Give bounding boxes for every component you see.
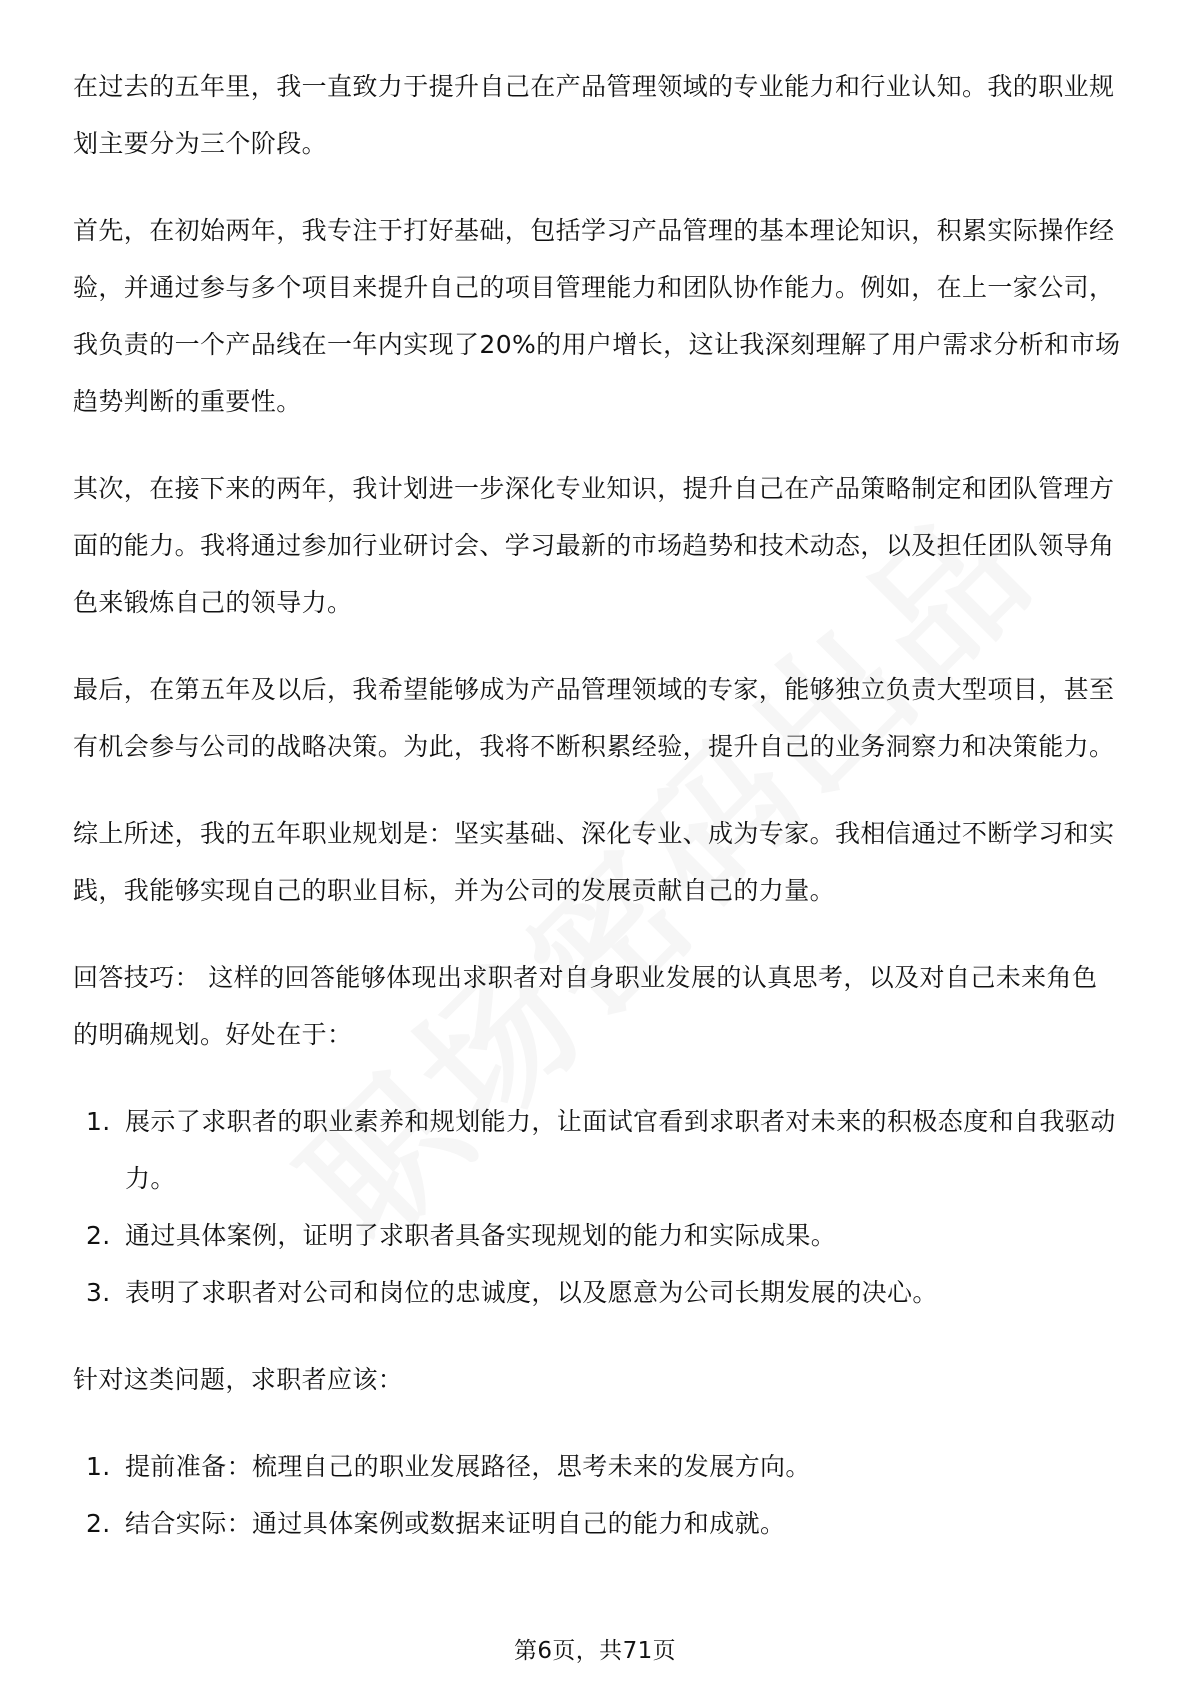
paragraph-stage-two: 其次，在接下来的两年，我计划进一步深化专业知识，提升自己在产品策略制定和团队管理方面的能力。我将通过参加行业研讨会、学习最新的市场趋势和技术动态，以及担任团队领导角色来锻炼自己的领导力。 [73, 474, 1115, 617]
list-item [73, 1093, 1121, 1207]
list-item-number: 3. [86, 1278, 111, 1307]
paragraph-intro: 在过去的五年里，我一直致力于提升自己在产品管理领域的专业能力和行业认知。我的职业规划主要分为三个阶段。 [73, 72, 1115, 158]
page-number-footer: 第6页，共71页 [513, 1638, 677, 1664]
list-item-text: 展示了求职者的职业素养和规划能力，让面试官看到求职者对未来的积极态度和自我驱动力。 [125, 1107, 1116, 1193]
paragraph-advice-intro: 针对这类问题，求职者应该： [73, 1365, 404, 1394]
list-item-number: 1. [86, 1452, 111, 1481]
advice-list [73, 1438, 1121, 1552]
document-body [73, 58, 1121, 1582]
list-item-number: 2. [86, 1509, 111, 1538]
list-item-text: 通过具体案例，证明了求职者具备实现规划的能力和实际成果。 [125, 1221, 837, 1250]
paragraph-stage-three: 最后，在第五年及以后，我希望能够成为产品管理领域的专家，能够独立负责大型项目，甚至有机会参与公司的战略决策。为此，我将不断积累经验，提升自己的业务洞察力和决策能力。 [73, 675, 1115, 761]
list-item-text: 提前准备：梳理自己的职业发展路径，思考未来的发展方向。 [125, 1452, 811, 1481]
list-item-number: 2. [86, 1221, 111, 1250]
paragraph-summary: 综上所述，我的五年职业规划是：坚实基础、深化专业、成为专家。我相信通过不断学习和实践，我能够实现自己的职业目标，并为公司的发展贡献自己的力量。 [73, 819, 1115, 905]
list-item [73, 1438, 1121, 1495]
paragraph-answer-tips: 回答技巧： 这样的回答能够体现出求职者对自身职业发展的认真思考，以及对自己未来角色的明确规划。好处在于： [73, 963, 1098, 1049]
benefits-list [73, 1093, 1121, 1321]
list-item-text: 结合实际：通过具体案例或数据来证明自己的能力和成就。 [125, 1509, 786, 1538]
list-item-text: 表明了求职者对公司和岗位的忠诚度，以及愿意为公司长期发展的决心。 [125, 1278, 938, 1307]
list-item [73, 1207, 1121, 1264]
list-item [73, 1495, 1121, 1552]
paragraph-stage-one: 首先，在初始两年，我专注于打好基础，包括学习产品管理的基本理论知识，积累实际操作经验，并通过参与多个项目来提升自己的项目管理能力和团队协作能力。例如，在上一家公司，我负责的一个产品线在一年内实现了20%的用户增长，这让我深刻理解了用户需求分析和市场趋势判断的重要性。 [73, 216, 1121, 416]
list-item [73, 1264, 1121, 1321]
list-item-number: 1. [86, 1107, 111, 1136]
